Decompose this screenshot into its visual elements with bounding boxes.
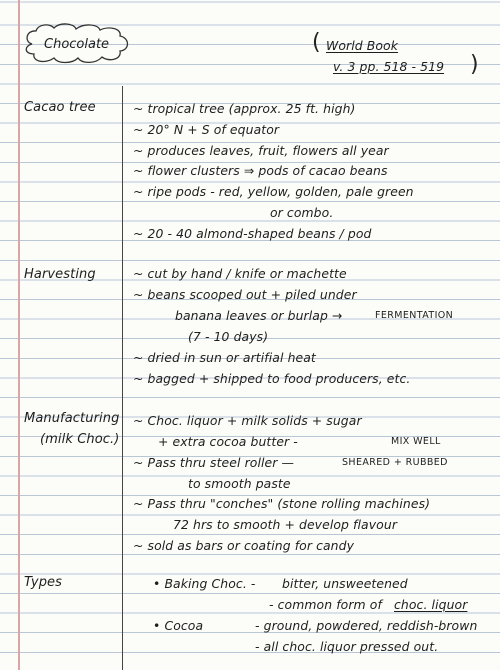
subheading-milk-choc: (milk Choc.) <box>40 432 120 447</box>
note-line: ~ 20° N + S of equator <box>133 122 280 137</box>
note-line: - ground, powdered, reddish-brown <box>255 618 478 633</box>
note-line: - all choc. liquor pressed out. <box>255 639 439 654</box>
note-line: ~ 20 - 40 almond-shaped beans / pod <box>133 226 372 241</box>
sheared-rubbed-label: SHEARED + RUBBED <box>342 457 448 468</box>
mix-well-label: MIX WELL <box>391 436 441 447</box>
note-line: ~ bagged + shipped to food producers, etc. <box>133 371 411 386</box>
type-label-baking: • Baking Choc. - <box>153 576 256 591</box>
note-line: banana leaves or burlap → <box>175 308 343 323</box>
note-line: ~ dried in sun or artifial heat <box>133 350 316 365</box>
reference-close-paren: ) <box>470 52 479 77</box>
note-line: ~ Pass thru "conches" (stone rolling machines) <box>133 496 431 511</box>
note-line: choc. liquor <box>394 597 468 612</box>
note-line: 72 hrs to smooth + develop flavour <box>173 517 398 532</box>
note-line: (7 - 10 days) <box>188 329 269 344</box>
note-line: to smooth paste <box>188 476 291 491</box>
note-line: + extra cocoa butter - <box>158 434 298 449</box>
note-line: ~ Choc. liquor + milk solids + sugar <box>133 413 362 428</box>
reference-pages: v. 3 pp. 518 - 519 <box>333 59 445 74</box>
note-line: ~ beans scooped out + piled under <box>133 287 357 302</box>
reference-source: World Book <box>326 38 399 53</box>
note-line: ~ flower clusters ⇒ pods of cacao beans <box>133 163 388 178</box>
reference-open-paren: ( <box>312 30 321 55</box>
note-line: ~ Pass thru steel roller — <box>133 455 294 470</box>
note-line: ~ cut by hand / knife or machette <box>133 266 347 281</box>
page-title: Chocolate <box>44 37 110 52</box>
note-line: ~ sold as bars or coating for candy <box>133 538 355 553</box>
note-line: ~ ripe pods - red, yellow, golden, pale green <box>133 184 414 199</box>
note-line: bitter, unsweetened <box>282 576 408 591</box>
heading-manufacturing: Manufacturing <box>24 411 120 426</box>
note-line: - common form of <box>269 597 382 612</box>
fermentation-label: FERMENTATION <box>375 310 454 321</box>
heading-cacao-tree: Cacao tree <box>24 100 96 115</box>
note-line: ~ tropical tree (approx. 25 ft. high) <box>133 101 356 116</box>
note-line: or combo. <box>270 205 334 220</box>
heading-types: Types <box>24 575 63 590</box>
margin-line <box>18 0 20 670</box>
type-label-cocoa: • Cocoa <box>153 618 204 633</box>
heading-harvesting: Harvesting <box>24 267 96 282</box>
note-line: ~ produces leaves, fruit, flowers all year <box>133 143 389 158</box>
column-divider <box>122 86 123 670</box>
